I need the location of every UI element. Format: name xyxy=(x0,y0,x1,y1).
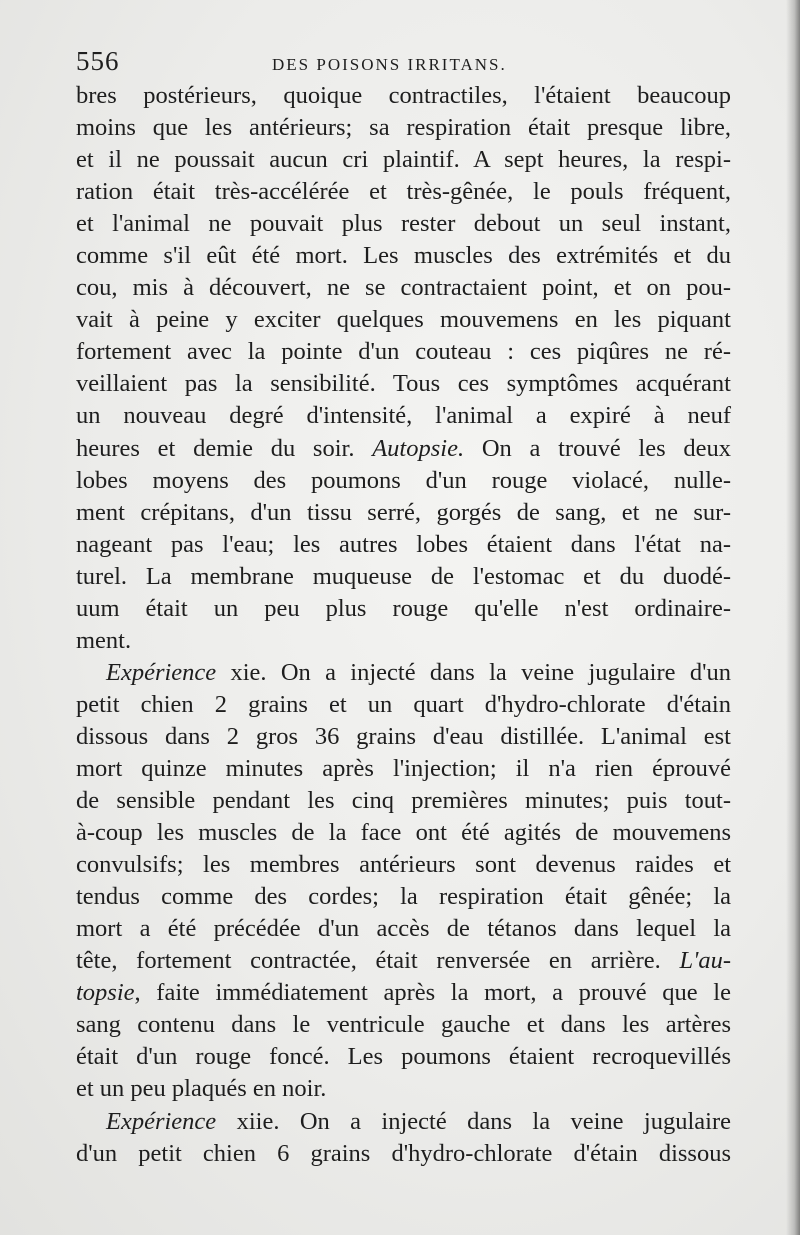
text-line xyxy=(76,336,731,368)
text-segment: , faite immédiatement après la mort, a prouvé que le xyxy=(134,979,731,1007)
text-segment: d'un petit chien 6 grains d'hydro-chlorate d'étain dissous xyxy=(76,1139,731,1167)
text-line xyxy=(76,561,731,593)
text-segment: lobes moyens des poumons d'un rouge violacé, nulle- xyxy=(76,466,731,494)
text-line xyxy=(76,721,731,753)
text-segment: xiie. On a injecté dans la veine jugulaire xyxy=(216,1107,731,1135)
text-line xyxy=(76,817,731,849)
text-segment: à-coup les muscles de la face ont été agités de mouvemens xyxy=(76,819,731,847)
text-line xyxy=(76,465,731,497)
text-line xyxy=(76,753,731,785)
text-line xyxy=(76,272,731,304)
text-line xyxy=(76,368,731,400)
text-line xyxy=(76,1106,731,1138)
text-segment: nageant pas l'eau; les autres lobes étaient dans l'état na- xyxy=(76,530,731,558)
text-segment: mort quinze minutes après l'injection; il n'a rien éprouvé xyxy=(76,754,731,782)
text-line xyxy=(76,625,731,657)
text-line xyxy=(76,977,731,1009)
text-segment: un nouveau degré d'intensité, l'animal a expiré à neuf xyxy=(76,402,731,430)
text-line xyxy=(76,529,731,561)
italic-text: Expérience xyxy=(106,658,217,686)
text-segment: ration était très-accélérée et très-gênée, le pouls fréquent, xyxy=(76,178,731,206)
text-line xyxy=(76,144,731,176)
text-segment: tendus comme des cordes; la respiration était gênée; la xyxy=(76,883,731,911)
text-segment: uum était un peu plus rouge qu'elle n'est ordinaire- xyxy=(76,594,731,622)
text-line xyxy=(76,433,731,465)
text-line xyxy=(76,80,731,112)
italic-text: Expérience xyxy=(106,1107,217,1135)
text-line xyxy=(76,176,731,208)
text-segment: et l'animal ne pouvait plus rester debout un seul instant, xyxy=(76,210,731,238)
text-segment: bres postérieurs, quoique contractiles, l'étaient beaucoup xyxy=(76,82,731,109)
text-segment: cou, mis à découvert, ne se contractaient point, et on pou- xyxy=(76,274,731,302)
text-segment: mort a été précédée d'un accès de tétanos dans lequel la xyxy=(76,915,731,943)
text-line xyxy=(76,657,731,689)
page-header xyxy=(76,46,726,82)
text-segment: convulsifs; les membres antérieurs sont devenus raides et xyxy=(76,851,731,879)
italic-text: topsie xyxy=(76,979,135,1007)
body-text xyxy=(76,80,731,1170)
text-line xyxy=(76,304,731,336)
text-segment: dissous dans 2 gros 36 grains d'eau distillée. L'animal est xyxy=(76,722,731,750)
text-line xyxy=(76,1041,731,1073)
text-line xyxy=(76,785,731,817)
italic-text: L'au- xyxy=(679,947,731,975)
text-line xyxy=(76,497,731,529)
text-segment: et un peu plaqués en noir. xyxy=(76,1075,327,1103)
text-segment: On a trouvé les deux xyxy=(464,434,732,462)
text-line xyxy=(76,881,731,913)
text-segment: ment crépitans, d'un tissu serré, gorgés de sang, et ne sur- xyxy=(76,498,731,526)
text-line xyxy=(76,1073,731,1105)
text-segment: moins que les antérieurs; sa respiration était presque libre, xyxy=(76,114,731,142)
text-line xyxy=(76,913,731,945)
text-segment: xie. On a injecté dans la veine jugulaire d'un xyxy=(216,658,731,686)
page-number: 556 xyxy=(76,46,120,76)
italic-text: Autopsie. xyxy=(372,434,465,462)
text-segment: comme s'il eût été mort. Les muscles des extrémités et du xyxy=(76,242,731,270)
text-segment: fortement avec la pointe d'un couteau : ces piqûres ne ré- xyxy=(76,338,731,366)
text-line xyxy=(76,689,731,721)
text-segment: turel. La membrane muqueuse de l'estomac et du duodé- xyxy=(76,562,731,590)
text-segment: heures et demie du soir. xyxy=(76,434,373,462)
text-segment: sang contenu dans le ventricule gauche et dans les artères xyxy=(76,1011,731,1039)
text-segment: petit chien 2 grains et un quart d'hydro-chlorate d'étain xyxy=(76,690,731,718)
text-segment: veillaient pas la sensibilité. Tous ces symptômes acquérant xyxy=(76,370,731,398)
text-line xyxy=(76,593,731,625)
text-segment: était d'un rouge foncé. Les poumons étaient recroquevillés xyxy=(76,1043,731,1071)
text-segment: tête, fortement contractée, était renversée en arrière. xyxy=(76,947,680,975)
text-line xyxy=(76,849,731,881)
text-segment: de sensible pendant les cinq premières minutes; puis tout- xyxy=(76,787,731,815)
text-line xyxy=(76,208,731,240)
running-head: DES POISONS IRRITANS. xyxy=(272,55,507,74)
text-segment: et il ne poussait aucun cri plaintif. A sept heures, la respi- xyxy=(76,146,731,174)
text-line xyxy=(76,112,731,144)
text-segment: vait à peine y exciter quelques mouvemens en les piquant xyxy=(76,306,731,334)
text-line xyxy=(76,945,731,977)
text-line xyxy=(76,240,731,272)
page-edge-shadow xyxy=(786,0,800,1235)
text-line xyxy=(76,1138,731,1170)
text-line xyxy=(76,400,731,432)
text-line xyxy=(76,1009,731,1041)
text-segment: ment. xyxy=(76,626,132,654)
